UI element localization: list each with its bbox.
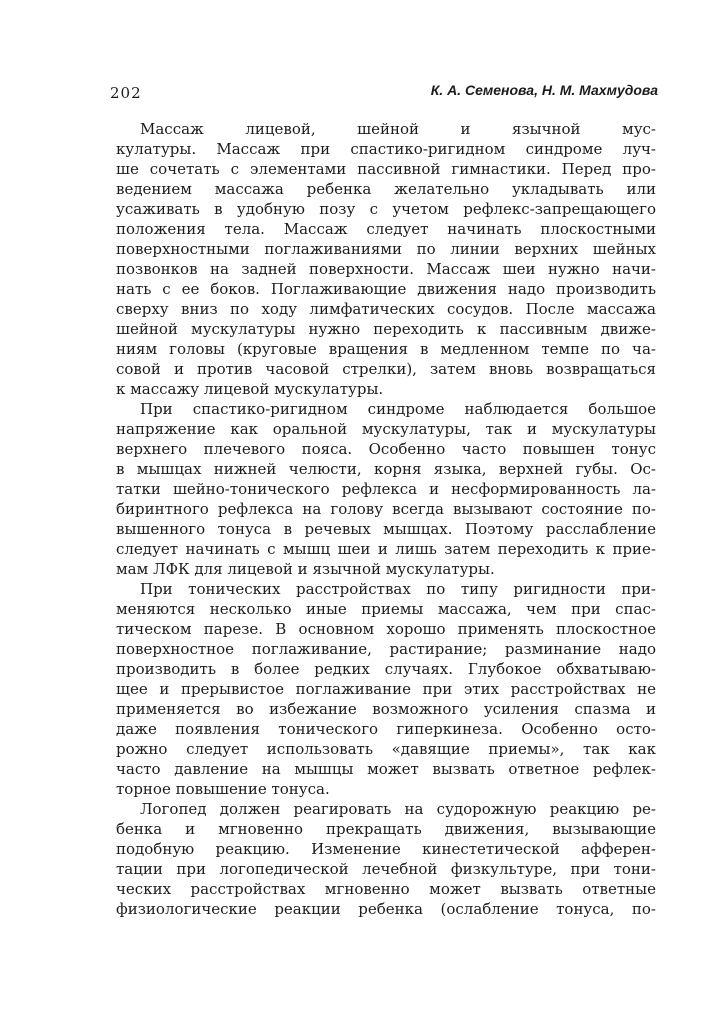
text-line: мам ЛФК для лицевой и язычной мускулатуры.	[116, 560, 495, 578]
text-line: тическом парезе. В основном хорошо применять плоскостное	[116, 620, 656, 638]
text-line: поверхностными поглаживаниями по линии верхних шейных	[116, 240, 656, 258]
text-line: тации при логопедической лечебной физкультуре, при тони-	[116, 860, 656, 878]
text-line: ше сочетать с элементами пассивной гимнастики. Перед про-	[116, 160, 656, 178]
text-line: применяется во избежание возможного усиления спазма и	[116, 700, 656, 718]
text-line: ведением массажа ребенка желательно укладывать или	[116, 180, 656, 198]
text-line: бенка и мгновенно прекращать движения, вызывающие	[116, 820, 656, 838]
text-line: шейной мускулатуры нужно переходить к пассивным движе-	[116, 320, 656, 338]
text-line: часто давление на мышцы может вызвать ответное рефлек-	[116, 760, 656, 778]
text-line: совой и против часовой стрелки), затем вновь возвращаться	[116, 360, 656, 378]
page-header	[110, 82, 658, 104]
paragraph-massage-face-neck	[116, 119, 656, 399]
body-text	[116, 119, 656, 919]
text-line: нать с ее боков. Поглаживающие движения надо производить	[116, 280, 656, 298]
text-line: Массаж лицевой, шейной и язычной мус-	[140, 120, 656, 138]
text-line: позвонков на задней поверхности. Массаж шеи нужно начи-	[116, 260, 656, 278]
text-line: При спастико-ригидном синдроме наблюдается большое	[140, 400, 656, 418]
text-line: к массажу лицевой мускулатуры.	[116, 380, 384, 398]
text-line: щее и прерывистое поглаживание при этих расстройствах не	[116, 680, 656, 698]
page-number: 202	[110, 84, 142, 102]
text-line: ниям головы (круговые вращения в медленном темпе по ча-	[116, 340, 656, 358]
text-line: ческих расстройствах мгновенно может вызвать ответные	[116, 880, 656, 898]
paragraph-tonic-disorders	[116, 579, 656, 799]
text-line: поверхностное поглаживание, растирание; разминание надо	[116, 640, 656, 658]
paragraph-spastic-rigid-syndrome	[116, 399, 656, 579]
text-line: в мышцах нижней челюсти, корня языка, верхней губы. Ос-	[116, 460, 656, 478]
text-line: производить в более редких случаях. Глубокое обхватываю-	[116, 660, 656, 678]
text-line: вышенного тонуса в речевых мышцах. Поэтому расслабление	[116, 520, 656, 538]
text-line: Логопед должен реагировать на судорожную реакцию ре-	[140, 800, 656, 818]
text-line: напряжение как оральной мускулатуры, так и мускулатуры	[116, 420, 656, 438]
text-line: следует начинать с мышц шеи и лишь затем переходить к прие-	[116, 540, 656, 558]
text-line: рожно следует использовать «давящие приемы», так как	[116, 740, 656, 758]
text-line: меняются несколько иные приемы массажа, чем при спас-	[116, 600, 656, 618]
paragraph-speech-therapist	[116, 799, 656, 919]
text-line: положения тела. Массаж следует начинать плоскостными	[116, 220, 656, 238]
text-line: кулатуры. Массаж при спастико-ригидном синдроме луч-	[116, 140, 656, 158]
text-line: сверху вниз по ходу лимфатических сосудов. После массажа	[116, 300, 656, 318]
text-line: биринтного рефлекса на голову всегда вызывают состояние по-	[116, 500, 656, 518]
text-line: усаживать в удобную позу с учетом рефлекс-запрещающего	[116, 200, 656, 218]
text-line: татки шейно-тонического рефлекса и несформированность ла-	[116, 480, 656, 498]
text-line: даже появления тонического гиперкинеза. Особенно осто-	[116, 720, 656, 738]
text-line: физиологические реакции ребенка (ослабление тонуса, по-	[116, 900, 656, 918]
text-line: подобную реакцию. Изменение кинестетической афферен-	[116, 840, 656, 858]
text-line: торное повышение тонуса.	[116, 780, 330, 798]
text-line: При тонических расстройствах по типу ригидности при-	[140, 580, 656, 598]
text-line: верхнего плечевого пояса. Особенно часто повышен тонус	[116, 440, 656, 458]
running-head-authors: К. А. Семенова, Н. М. Махмудова	[430, 82, 658, 98]
